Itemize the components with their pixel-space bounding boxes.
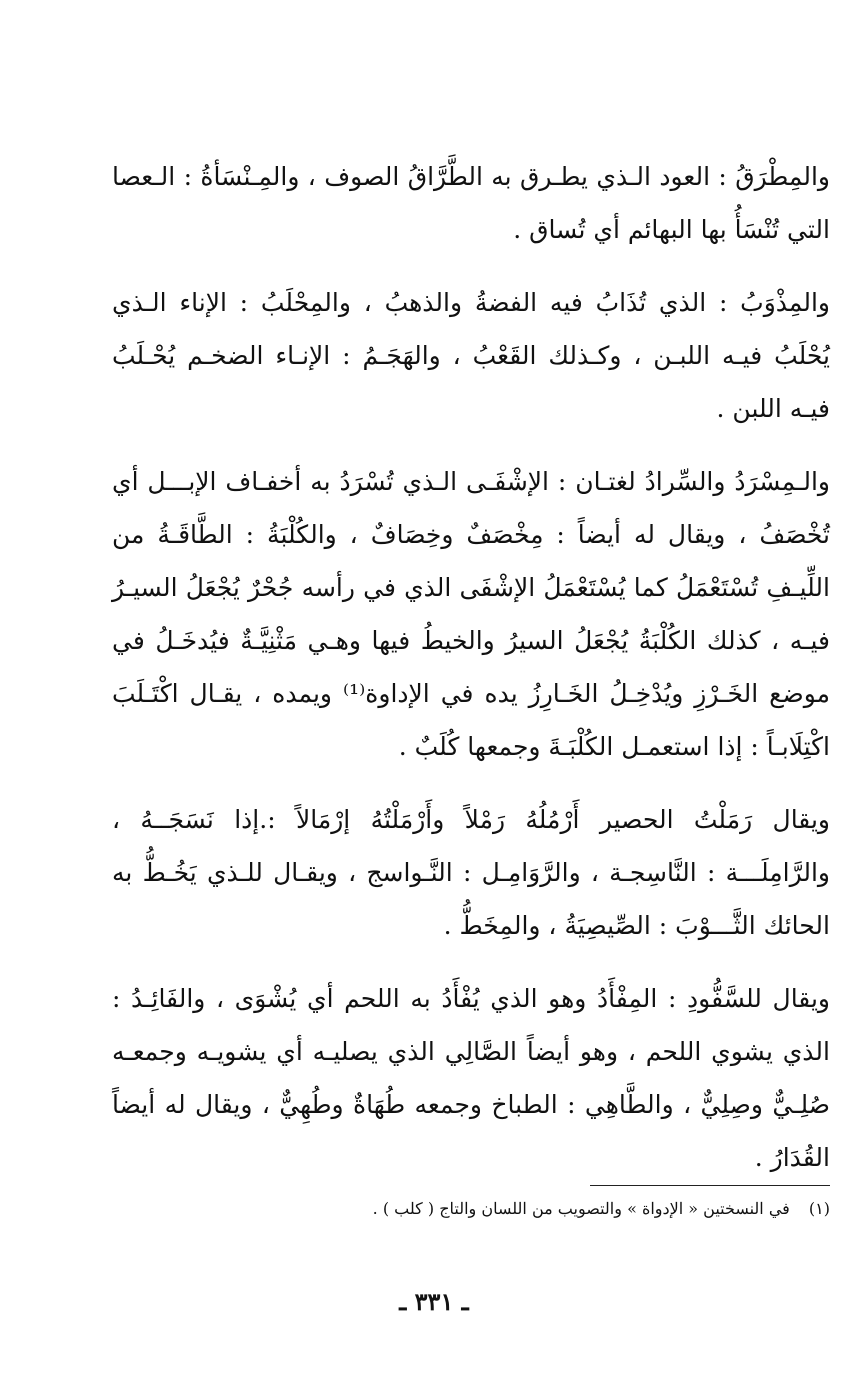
footnote xyxy=(112,1196,830,1222)
paragraph-ramalt: ويقال رَمَلْتُ الحصير أَرْمُلُهُ رَمْلاً وأَرْمَلْتُهُ إرْمَالاً :.إذا نَسَجَــهُ ، والرَّامِلَـــة : النَّاسِجـة ، والرَّوَامِـل : النَّـواسج ، ويقـال للـذي يَخُـطُّ به الحائك الثَّـــوْبَ : الصِّيصِيَةُ ، والمِخَطُّ . xyxy=(112,805,830,940)
footnote-number: (١) xyxy=(808,1199,830,1218)
paragraph-saffud: ويقال للسَّفُّودِ : المِفْأَدُ وهو الذي يُفْأَدُ به اللحم أي يُشْوَى ، والفَائِـدُ : الذي يشوي اللحم ، وهو أيضاً الصَّالِي الذي يصليـه أي يشويـه وجمعـه صُلِـيٌّ وصِلِيٌّ ، والطَّاهِي : الطباخ وجمعه طُهَاةٌ وطُهِيٌّ ، ويقال له أيضاً القُدَارُ . xyxy=(112,984,830,1172)
footnote-divider xyxy=(590,1185,830,1186)
main-text xyxy=(112,150,830,1204)
paragraph-misrad: والـمِسْرَدُ والسِّرادُ لغتـان : الإشْفَـى الـذي تُسْرَدُ به أخفـاف الإبـــل أي تُخْصَفُ ، ويقال له أيضاً : مِخْصَفٌ وخِصَافٌ ، والكُلْبَةُ : الطَّاقَـةُ من اللِّيـفِ تُسْتَعْمَلُ كما يُسْتَعْمَلُ الإشْفَى الذي في رأسه جُحْرٌ يُجْعَلُ السيـرُ فيـه ، كذلك الكُلْبَةُ يُجْعَلُ السيرُ والخيطُ فيها وهـي مَثْنِيَّـةٌ فيُدخَـلُ في موضع الخَـرْزِ ويُدْخِـلُ الخَـارِزُ يده في الإداوة⁽¹⁾ ويمده ، يقـال اكْتَـلَبَ اكْتِلَابـاً : إذا استعمـل الكُلْبَـةَ وجمعها كُلَبٌ . xyxy=(112,467,830,761)
page-number: ـ ٣٣١ ـ xyxy=(399,1287,469,1316)
paragraph-midhwab: والمِذْوَبُ : الذي تُذَابُ فيه الفضةُ والذهبُ ، والمِحْلَبُ : الإناء الـذي يُحْلَبُ فيـه اللبـن ، وكـذلك القَعْبُ ، والهَجَـمُ : الإنـاء الضخـم يُحْـلَبُ فيـه اللبن . xyxy=(112,288,830,423)
paragraph-mitraq: والمِطْرَقُ : العود الـذي يطـرق به الطَّرَّاقُ الصوف ، والمِـنْسَأةُ : الـعصا التي تُنْسَأُ بها البهائم أي تُساق . xyxy=(112,162,830,244)
footnote-text: في النسختين « الإدواة » والتصويب من اللسان والتاج ( كلب ) . xyxy=(372,1199,790,1218)
